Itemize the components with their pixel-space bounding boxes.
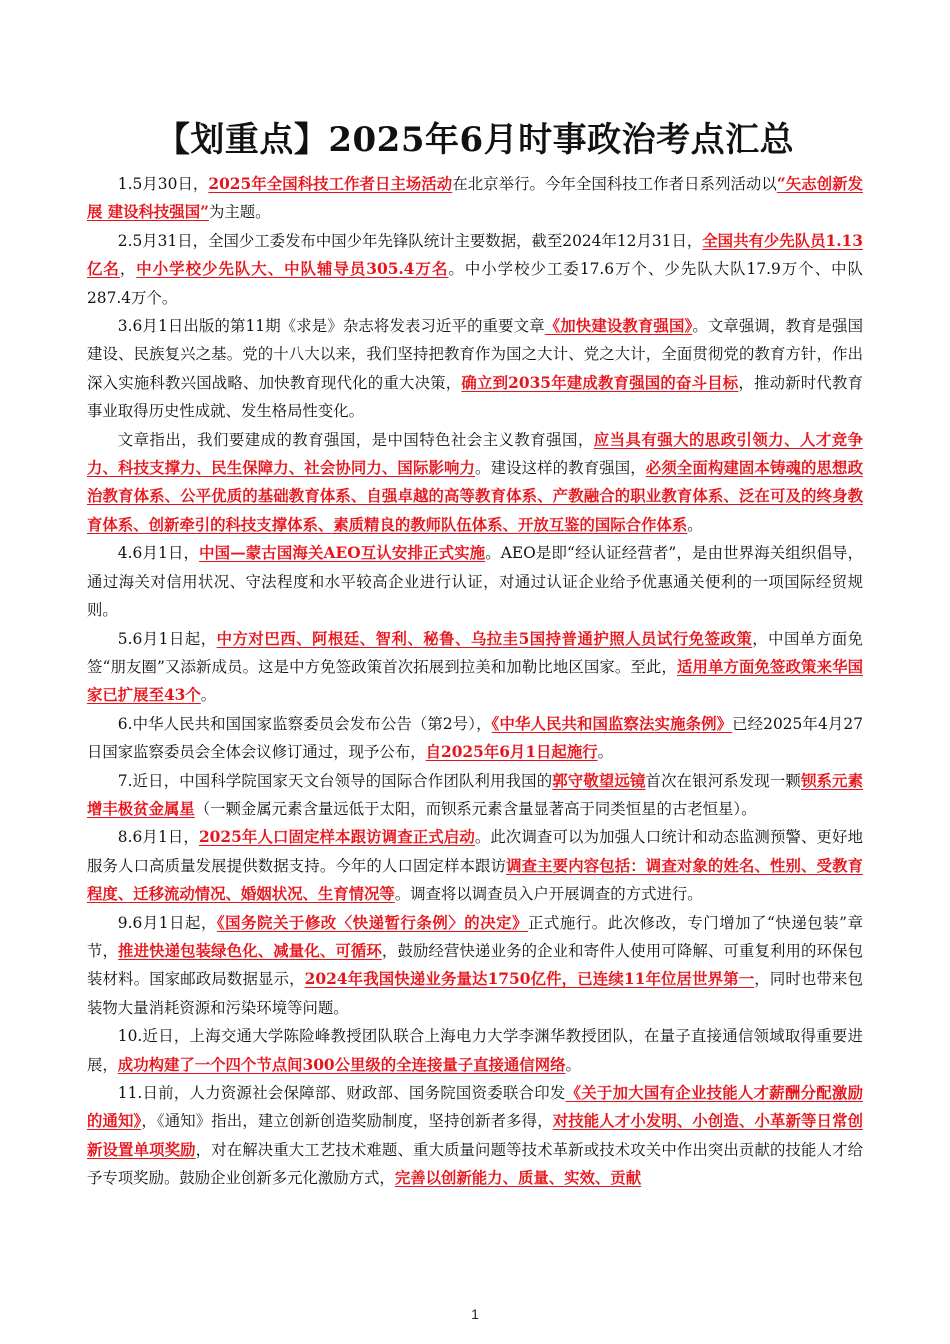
highlighted-keypoint: 中小学校少先队大、中队辅导员305.4万名 <box>136 260 449 279</box>
paragraph-text: ，推动新时代教育事业取得历史性成就、发生格局性变化。 <box>87 373 863 421</box>
highlighted-keypoint: 《关于加大国有企业技能人才薪酬分配激励的通知》 <box>87 1084 863 1131</box>
paragraph-3 <box>87 312 863 426</box>
highlighted-keypoint: 推进快递包装绿色化、减量化、可循环 <box>118 941 382 960</box>
highlighted-keypoint: “矢志创新发展 建设科技强国” <box>87 175 864 222</box>
highlighted-keypoint: 2025年全国科技工作者日主场活动 <box>208 175 453 193</box>
paragraph-2 <box>87 227 863 312</box>
highlighted-keypoint: 完善以创新能力、质量、实效、贡献 <box>394 1169 642 1188</box>
paragraph-text: 7.近日，中国科学院国家天文台领导的国际合作团队利用我国的 <box>117 771 553 790</box>
paragraph-8 <box>87 767 863 824</box>
paragraph-text: 。调查将以调查员入户开展调查的方式进行。 <box>394 885 703 904</box>
paragraph-9 <box>87 823 863 908</box>
highlighted-keypoint: 中方对巴西、阿根廷、智利、秘鲁、乌拉圭5国持普通护照人员试行免签政策 <box>216 629 753 648</box>
paragraph-text: 8.6月1日， <box>117 828 199 847</box>
paragraph-text: 文章指出，我们要建成的教育强国，是中国特色社会主义教育强国， <box>117 430 594 449</box>
paragraph-text: 正式施行。此次修改，专门增加了“快递包装”章节， <box>87 913 863 960</box>
document-title: 【划重点】2025年6月时事政治考点汇总 <box>155 120 795 160</box>
paragraph-7 <box>87 710 863 767</box>
paragraph-5 <box>87 539 863 624</box>
paragraph-text: 。建设这样的教育强国， <box>475 459 646 478</box>
paragraph-text: 。 <box>597 743 614 762</box>
paragraph-text: ，中国单方面免签“朋友圈”又添新成员。这是中方免签政策首次拓展到拉美和加勒比地区国家。至此， <box>87 629 863 676</box>
highlighted-keypoint: 成功构建了一个四个节点间300公里级的全连接量子直接通信网络 <box>117 1055 566 1074</box>
paragraph-text: 9.6月1日起， <box>117 913 217 932</box>
paragraph-text: ，《通知》指出，建立创新创造奖励制度，坚持创新者多得， <box>141 1112 553 1131</box>
highlighted-keypoint: 2025年人口固定样本跟访调查正式启动 <box>198 828 475 847</box>
paragraph-text: 6.中华人民共和国国家监察委员会发布公告（第2号）， <box>117 714 492 733</box>
paragraph-text: 。 <box>687 515 703 534</box>
paragraph-text: 3.6月1日出版的第11期《求是》杂志将发表习近平的重要文章 <box>117 317 545 336</box>
paragraph-text: 10.近日，上海交通大学陈险峰教授团队联合上海电力大学李渊华教授团队，在量子直接通信领域取得重要进展， <box>87 1027 863 1074</box>
document-body <box>87 170 863 1193</box>
paragraph-text: 。 <box>565 1055 581 1074</box>
highlighted-keypoint: 调查主要内容包括：调查对象的姓名、性别、受教育程度、迁移流动情况、婚姻状况、生育情况等 <box>87 856 863 904</box>
paragraph-12 <box>87 1079 863 1193</box>
paragraph-text: 首次在银河系发现一颗 <box>645 771 801 790</box>
paragraph-10 <box>87 909 863 1023</box>
highlighted-keypoint: 2024年我国快递业务量达1750亿件，已连续11年位居世界第一 <box>304 970 755 989</box>
paragraph-text: ，同时也带来包装物大量消耗资源和污染环境等问题。 <box>87 970 863 1017</box>
paragraph-11 <box>87 1022 863 1079</box>
paragraph-4 <box>87 426 863 540</box>
highlighted-keypoint: 适用单方面免签政策来华国家已扩展至43个 <box>87 657 863 705</box>
highlighted-keypoint: 《加快建设教育强国》 <box>544 317 693 336</box>
paragraph-text: 11.日前，人力资源社会保障部、财政部、国务院国资委联合印发 <box>117 1084 566 1102</box>
paragraph-text: 1.5月30日， <box>117 175 209 193</box>
highlighted-keypoint: 自2025年6月1日起施行 <box>425 743 598 762</box>
paragraph-6 <box>87 625 863 710</box>
paragraph-text: 。 <box>200 686 217 705</box>
highlighted-keypoint: 《中华人民共和国监察法实施条例》 <box>491 714 733 733</box>
highlighted-keypoint: 钡系元素增丰极贫金属星 <box>87 771 863 818</box>
paragraph-text: 2.5月31日，全国少工委发布中国少年先锋队统计主要数据，截至2024年12月31日， <box>117 231 703 250</box>
paragraph-text: 已经2025年4月27日国家监察委员会全体会议修订通过，现予公布， <box>87 714 863 762</box>
paragraph-text: 在北京举行。今年全国科技工作者日系列活动以 <box>452 175 777 193</box>
paragraph-text: 。中小学校少工委17.6万个、少先队大队17.9万个、中队287.4万个。 <box>87 260 863 307</box>
paragraph-text: 5.6月1日起， <box>117 629 217 648</box>
highlighted-keypoint: 全国共有少先队员1.13亿名 <box>87 231 863 279</box>
highlighted-keypoint: 《国务院关于修改〈快递暂行条例〉的决定》 <box>216 913 528 932</box>
paragraph-text: 4.6月1日， <box>117 544 200 563</box>
paragraph-text: 。AEO是即“经认证经营者”，是由世界海关组织倡导，通过海关对信用状况、守法程度和水平较高企业进行认证，对通过认证企业给予优惠通关便利的一项国际经贸规则。 <box>87 544 863 620</box>
highlighted-keypoint: 应当具有强大的思政引领力、人才竞争力、科技支撑力、民生保障力、社会协同力、国际影响力 <box>87 430 863 478</box>
highlighted-keypoint: 中国—蒙古国海关AEO互认安排正式实施 <box>199 544 486 563</box>
paragraph-text: 。文章强调，教育是强国建设、民族复兴之基。党的十八大以来，我们坚持把教育作为国之大计、党之大计，全面贯彻党的教育方针，作出深入实施科教兴国战略、加快教育现代化的重大决策， <box>87 317 863 392</box>
paragraph-text: 。此次调查可以为加强人口统计和动态监测预警、更好地服务人口高质量发展提供数据支持。今年的人口固定样本跟访 <box>87 828 863 875</box>
paragraph-1 <box>87 170 863 227</box>
paragraph-text: 为主题。 <box>208 203 271 222</box>
highlighted-keypoint: 郭守敬望远镜 <box>552 771 646 790</box>
highlighted-keypoint: 确立到2035年建成教育强国的奋斗目标 <box>461 373 739 392</box>
highlighted-keypoint: 对技能人才小发明、小创造、小革新等日常创新设置单项奖励 <box>87 1112 863 1159</box>
paragraph-text: ，对在解决重大工艺技术难题、重大质量问题等技术革新或技术攻关中作出突出贡献的技能人才给予专项奖励。鼓励企业创新多元化激励方式， <box>87 1140 863 1188</box>
paragraph-text: ，鼓励经营快递业务的企业和寄件人使用可降解、可重复利用的环保包装材料。国家邮政局数据显示， <box>87 941 863 989</box>
paragraph-text: （一颗金属元素含量远低于太阳，而钡系元素含量显著高于同类恒星的古老恒星）。 <box>194 799 757 818</box>
highlighted-keypoint: 必须全面构建固本铸魂的思想政治教育体系、公平优质的基础教育体系、自强卓越的高等教育体系、产教融合的职业教育体系、泛在可及的终身教育体系、创新牵引的科技支撑体系、素质精良的教师队伍体系、开放互鉴的国际合作体系 <box>87 459 863 534</box>
paragraph-text: ， <box>119 260 137 279</box>
page-number: 1 <box>471 1306 479 1322</box>
